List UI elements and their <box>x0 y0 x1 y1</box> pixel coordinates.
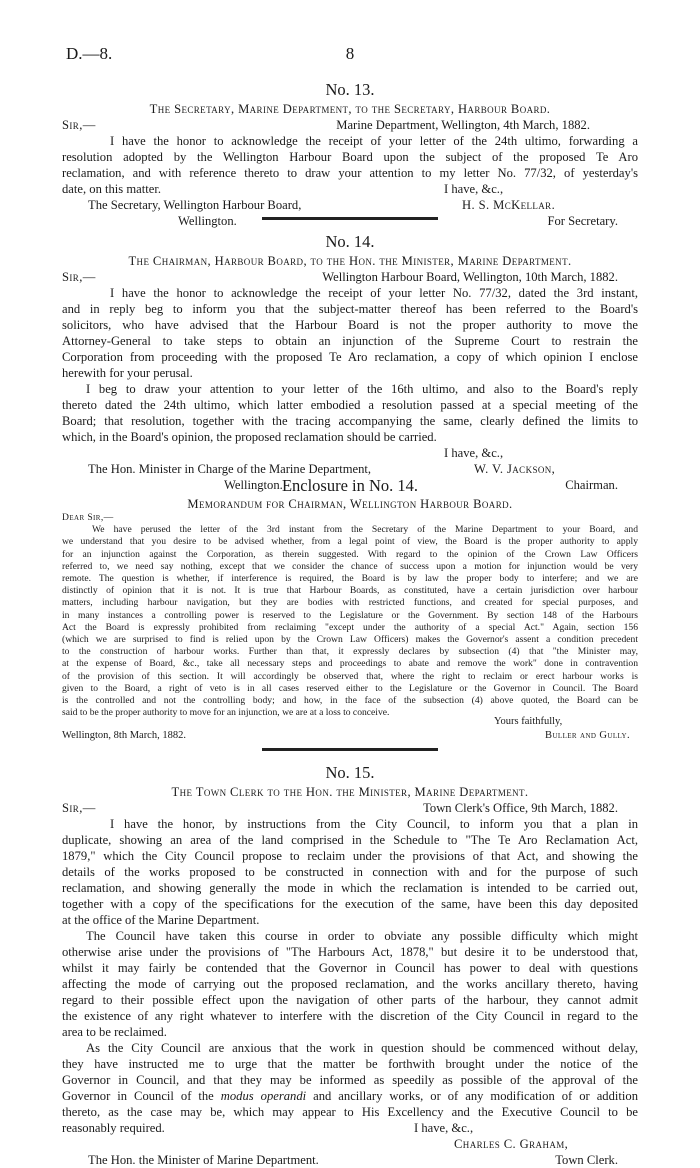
letter-14-line: Corporation from proceeding with the proposed Te Aro reclamation, a copy of which opinion I enclose <box>62 350 638 364</box>
enclosure-subhead-text: Memorandum for Chairman, Wellington Harbour Board. <box>187 497 513 511</box>
letter-13-salutation: Sir,— <box>62 118 96 132</box>
letter-15-subhead-text: The Town Clerk to the Hon. the Minister, Marine Department. <box>171 785 529 799</box>
enclosure-line: referred to, we need say nothing, except that we consider the chance of success upon a motion for injunction would be very <box>62 560 638 572</box>
letter-15-line: the existence of any right whatever to interfere with the discretion of the City Council in regard to the <box>62 1009 638 1023</box>
enclosure-body <box>62 512 638 719</box>
letter-15-line: affecting the mode of carrying out the proposed reclamation, and the works ancillary thereto, having <box>62 977 638 991</box>
letter-13-line: I have the honor to acknowledge the receipt of your letter of the 24th ultimo, forwarding a <box>110 134 638 148</box>
enclosure-line: We have perused the letter of the 3rd instant from the Secretary of the Marine Department to your Board, and <box>92 524 638 536</box>
letter-15-addressee: The Hon. the Minister of Marine Department. <box>88 1153 319 1167</box>
letter-15-line: at the office of the Marine Department. <box>62 913 260 927</box>
letter-14-salutation: Sir,— <box>62 270 96 284</box>
letter-14-line: thereto dated the 24th ultimo, which latter embodied a resolution passed at a special meeting of the <box>62 398 638 412</box>
letter-14-line: Board; that resolution, together with the tracing accompanying the same, clearly defined the limits to <box>62 414 638 428</box>
letter-14-subhead <box>62 253 638 269</box>
letter-15-line-part: and ancillary works, or of any modification of or addition <box>306 1089 638 1103</box>
enclosure-line: at the expense of Board, &c., take all necessary steps and proceedings to abate and remove the work" done in contravention <box>62 658 638 670</box>
letter-14-line: which, in the Board's opinion, the proposed reclamation should be carried. <box>62 430 437 444</box>
letter-15-line: thereto, as the case may be, which may appear to His Excellency and the Executive Council to be <box>62 1105 638 1119</box>
enclosure-line: of the provision of this section. It will accordingly be observed that, where the right to reclaim or erect harbour works is <box>62 670 638 682</box>
letter-13-addressee-place: Wellington. <box>178 214 237 228</box>
letter-15-line: regard to their possible effect upon the navigation of other parts of the harbour, they cannot admit <box>62 993 638 1007</box>
letter-15-body <box>62 816 638 1168</box>
letter-14-heading: No. 14. <box>325 232 375 251</box>
letter-15-last-line: reasonably required. <box>62 1121 165 1135</box>
letter-13-line: reclamation, and with reference thereto to draw your attention to my letter No. 77/32, of yesterday's <box>62 166 638 180</box>
letter-14-line: I beg to draw your attention to your letter of the 16th ultimo, and also to the Board's reply <box>86 382 638 396</box>
letter-15-closing: I have, &c., <box>414 1121 474 1135</box>
letter-14-sign-title: Chairman. <box>565 478 618 492</box>
enclosure-line: (which we are surprised to find is relied upon by the Crown Law Officers) makes the Governor's assent a condition precedent <box>62 634 638 646</box>
letter-15-line: otherwise arise under the provisions of "The Harbours Act, 1878," but desire it to be understood that, <box>62 945 638 959</box>
enclosure-line: for an injunction against the Corporation, as therein suggested. With regard to the opinion of the Crown Law Officers <box>62 548 638 560</box>
letter-15-header-row <box>62 800 638 816</box>
letter-14-line: I have the honor to acknowledge the receipt of your letter No. 77/32, dated the 3rd instant, <box>110 286 638 300</box>
letter-13-heading: No. 13. <box>325 80 375 99</box>
letter-15-heading: No. 15. <box>325 763 375 782</box>
enclosure-salutation: Dear Sir,— <box>62 512 114 523</box>
letter-14-addressee: The Hon. Minister in Charge of the Marine Department, <box>88 462 372 476</box>
letter-15-line: As the City Council are anxious that the work in question should be commenced without delay, <box>86 1041 638 1055</box>
enclosure-line: said to be the proper authority to move for an injunction, we are at a loss to conceive. <box>62 707 390 719</box>
letter-15-line: Governor in Council, and that they may be informed as speedily as possible of the approval of the <box>62 1073 638 1087</box>
enclosure-date: Wellington, 8th March, 1882. <box>62 730 186 741</box>
letter-15-line: I have the honor, by instructions from the City Council, to inform you that a plan in <box>110 817 638 831</box>
enclosure-line: is the controlled and not the controlling body; and how, in the face of the subsection (4) above quoted, the Board can be <box>62 695 638 707</box>
enclosure-signoff <box>62 715 638 743</box>
enclosure-line: Act the Board is expressly prohibited from reclaiming "except under the authority of a special Act." Again, section 156 <box>62 621 638 633</box>
letter-15-line: The Council have taken this course in order to obviate any possible difficulty which might <box>86 929 638 943</box>
letter-15-line: together with a copy of the specifications for the execution of the same, have been this day deposited <box>62 897 638 911</box>
enclosure-line: matters, including harbour navigation, but they are bodies with restricted functions, and created for special purposes, and <box>62 597 638 609</box>
letter-13-dateline: Marine Department, Wellington, 4th March, 1882. <box>336 118 590 132</box>
letter-13-subhead <box>62 101 638 117</box>
enclosure-line: to the construction of harbour works. Further than that, it expressly declares by subsection (4) that "the Minister may, <box>62 646 638 658</box>
letter-13-subhead-text: The Secretary, Marine Department, to the Secretary, Harbour Board. <box>149 102 551 116</box>
letter-15-line: area to be reclaimed. <box>62 1025 167 1039</box>
letter-13-addressee: The Secretary, Wellington Harbour Board, <box>88 198 302 212</box>
letter-15-dateline: Town Clerk's Office, 9th March, 1882. <box>423 801 618 815</box>
letter-15-line: duplicate, showing an area of the land comprised in the Schedule to "The Te Aro Reclamation Act, <box>62 833 638 847</box>
letter-14-dateline: Wellington Harbour Board, Wellington, 10th March, 1882. <box>322 270 618 284</box>
section-divider <box>262 217 438 220</box>
letter-13-sign-title: For Secretary. <box>547 214 618 228</box>
letter-14-line: Attorney-General to take steps to obtain an injunction of the Supreme Court to restrain the <box>62 334 638 348</box>
enclosure-line: distinctly of opinion that it is not. It is true that Harbour Boards, as constituted, have a certain jurisdiction over harbour <box>62 585 638 597</box>
letter-15-line: details of the works proposed to be constructed in connection with and for the purpose of such <box>62 865 638 879</box>
letter-14-body <box>62 285 638 493</box>
letter-13-header-row <box>62 117 638 133</box>
letter-14-signatory: W. V. Jackson, <box>474 462 556 476</box>
letter-14-line: solicitors, who have advised that the Harbour Board is not the proper authority to move the <box>62 318 638 332</box>
letter-15-salutation: Sir,— <box>62 801 96 815</box>
page-number: 8 <box>345 44 355 63</box>
letter-14-line: herewith for your perusal. <box>62 366 193 380</box>
enclosure-subhead <box>62 496 638 512</box>
letter-13-last-line: date, on this matter. <box>62 182 161 196</box>
letter-13-line: resolution adopted by the Wellington Harbour Board upon the subject of the proposed Te Aro <box>62 150 638 164</box>
letter-14-addressee-place: Wellington. <box>224 478 283 492</box>
enclosure-closing: Yours faithfully, <box>494 716 563 727</box>
letter-15-subhead <box>62 784 638 800</box>
letter-15-line-part: Governor in Council of the <box>62 1089 221 1103</box>
document-reference: D.—8. <box>66 44 113 63</box>
letter-13-body <box>62 133 638 229</box>
letter-13-closing: I have, &c., <box>444 182 504 196</box>
enclosure-line: remote. The question is whether, if interference is required, the Board is by law the proper body to interfere; and we are <box>62 573 638 585</box>
letter-14-line: and in reply beg to inform you that the subject-matter thereof has been referred to the Board's <box>62 302 638 316</box>
enclosure-signatory: Buller and Gully. <box>545 730 630 741</box>
enclosure-line: we understand that you desire to be advised whether, from a legal point of view, the Board is the proper authority to apply <box>62 536 638 548</box>
letter-14-closing: I have, &c., <box>444 446 504 460</box>
letter-13-signatory: H. S. McKellar. <box>462 198 556 212</box>
letter-15-line: 1879," which the City Council propose to reclaim under the provisions of that Act, and showing the <box>62 849 638 863</box>
letter-14-subhead-text: The Chairman, Harbour Board, to the Hon. the Minister, Marine Department. <box>128 254 572 268</box>
enclosure-heading: Enclosure in No. 14. <box>281 476 419 495</box>
enclosure-line: in many instances a controlling power is reserved to the Legislature or the Government. By section 148 of the Harbours <box>62 609 638 621</box>
letter-15-line: whilst it may fairly be contended that the Governor in Council has power to deal with questions <box>62 961 638 975</box>
letter-14-header-row <box>62 269 638 285</box>
enclosure-line: given to the Board, a right of veto is in all cases reserved either to the Legislature or the Governor in Council. The Board <box>62 682 638 694</box>
section-divider <box>262 748 438 751</box>
letter-15-line: they have instructed me to urge that the matter be forthwith brought under the notice of the <box>62 1057 638 1071</box>
letter-15-line: reclamation, and showing generally the mode in which the reclamation is intended to be carried out, <box>62 881 638 895</box>
letter-15-italic-phrase: modus operandi <box>220 1089 307 1103</box>
letter-15-line-with-italic <box>62 1088 638 1104</box>
letter-15-sign-title: Town Clerk. <box>555 1153 618 1167</box>
letter-15-signatory: Charles C. Graham, <box>454 1137 569 1151</box>
